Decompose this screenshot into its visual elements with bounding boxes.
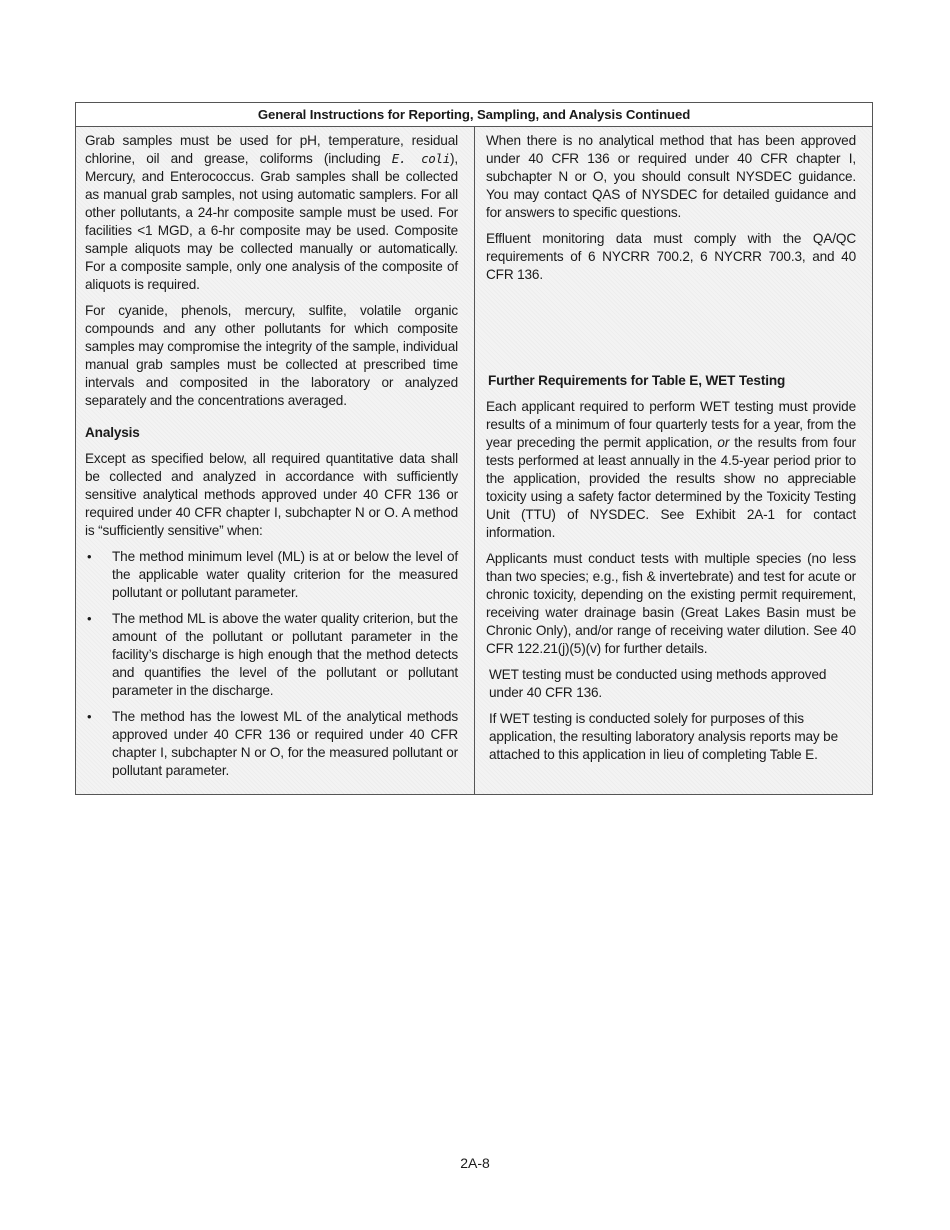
bullet-icon: • xyxy=(87,549,92,564)
list-item: • The method ML is above the water quality criterion, but the amount of the pollutant or pollutant parameter in the facility’s discharge is high enough that the method detects and quantifies the level of the pollutant or pollutant parameter in the discharge. xyxy=(87,611,458,698)
grab-samples-paragraph: Grab samples must be used for pH, temperature, residual chlorine, oil and grease, coliforms (including E. coli), Mercury, and Enterococcus. Grab samples shall be collected as manual grab samples, not using automatic samplers. For all other pollutants, a 24-hr composite sample must be used. For facilities <1 MGD, a 6-hr composite may be used. Composite sample aliquots may be collected manually or automatically. For a composite sample, only one analysis of the composite of aliquots is required. xyxy=(85,133,458,292)
instructions-columns xyxy=(76,127,872,795)
wet-reports-paragraph: If WET testing is conducted solely for purposes of this application, the resulting laboratory analysis reports may be attached to this application in lieu of completing Table E. xyxy=(489,711,839,762)
wet-species-paragraph: Applicants must conduct tests with multiple species (no less than two species; e.g., fish & invertebrate) and test for acute or chronic toxicity, depending on the existing permit requirement, receiving water drainage basin (Great Lakes Basin must be Chronic Only), and/or range of receiving water dilution. See 40 CFR 122.21(j)(5)(v) for further details. xyxy=(486,551,856,656)
wet-methods-paragraph: WET testing must be conducted using methods approved under 40 CFR 136. xyxy=(489,667,827,700)
wet-quarterly-paragraph: Each applicant required to perform WET testing must provide results of a minimum of four quarterly tests for a year, from the year preceding the permit application, or the results from four tests performed at least annually in the 4.5-year period prior to the application, provided the results show no appreciable toxicity using a safety factor determined by the Toxicity Testing Unit (TTU) of NYSDEC. See Exhibit 2A-1 for contact information. xyxy=(486,399,857,540)
list-item: • The method has the lowest ML of the analytical methods approved under 40 CFR 136 or required under 40 CFR chapter I, subchapter N or O, for the measured pollutant or pollutant parameter. xyxy=(87,709,458,778)
page-number: 2A-8 xyxy=(460,1155,490,1171)
instructions-box xyxy=(75,102,873,795)
bullet-icon: • xyxy=(87,611,92,626)
bullet-icon: • xyxy=(87,709,92,724)
sensitivity-criteria-list xyxy=(85,548,458,780)
analysis-paragraph: Except as specified below, all required quantitative data shall be collected and analyzed in accordance with sufficiently sensitive analytical methods approved under 40 CFR 136 or required under 40 CFR chapter I, subchapter N or O. A method is “sufficiently sensitive” when: xyxy=(85,451,458,538)
composite-samples-paragraph: For cyanide, phenols, mercury, sulfite, volatile organic compounds and any other pollutants for which composite samples may compromise the integrity of the sample, individual manual grab samples must be collected at prescribed time intervals and composited in the laboratory or analyzed separately and the concentrations averaged. xyxy=(85,303,458,408)
section-title: General Instructions for Reporting, Sampling, and Analysis Continued xyxy=(76,103,872,127)
right-column xyxy=(475,127,872,795)
ecoli-term: E. coli xyxy=(391,151,450,166)
qa-qc-paragraph: Effluent monitoring data must comply with the QA/QC requirements of 6 NYCRR 700.2, 6 NYCRR 700.3, and 40 CFR 136. xyxy=(486,231,856,282)
list-item: • The method minimum level (ML) is at or below the level of the applicable water quality criterion for the measured pollutant or pollutant parameter. xyxy=(87,549,458,600)
analysis-heading: Analysis xyxy=(85,425,140,440)
wet-testing-heading: Further Requirements for Table E, WET Testing xyxy=(488,373,786,388)
left-column xyxy=(76,127,475,795)
no-method-paragraph: When there is no analytical method that has been approved under 40 CFR 136 or required under 40 CFR chapter I, subchapter N or O, you should consult NYSDEC guidance. You may contact QAS of NYSDEC for detailed guidance and for answers to specific questions. xyxy=(486,133,856,220)
